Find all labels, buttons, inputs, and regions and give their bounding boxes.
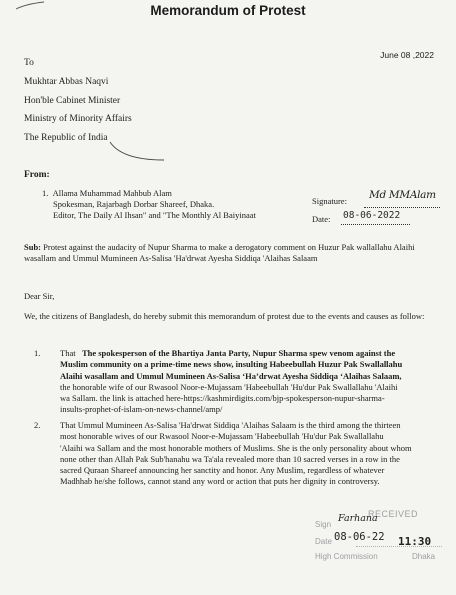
item-line: sacred Quraan Shareef announcing her sanctity and honor. Any Muslim, regardless of whatever [60,465,385,476]
item-number: 2. [34,420,41,430]
recipient-line: Hon'ble Cabinet Minister [24,95,121,106]
pen-stroke-icon [108,138,168,168]
subject-text: Protest against the audacity of Nupur Sharma to make a derogatory comment on Huzur Pak wallallahu Alaihi wasallam and Ummul Mumineen As-Salisa 'Ha'drwat Ayesha Siddiqa 'Alaihas Salaam [24,242,415,263]
sender-block [42,188,256,220]
stamp-date-label: Date [315,537,332,546]
date-line [341,224,410,225]
signature-label: Signature: [312,196,347,206]
recipient-line: To [24,58,34,68]
list-item [60,420,446,488]
item-line: That Ummul Mumineen As-Salisa 'Ha'drwat Siddiqa 'Alaihas Salaam is the third among the thirteen [60,420,401,430]
list-item: That The spokesperson of the Bhartiya Janta Party, Nupur Sharma spew venom against the Muslim community on a prime-time news show, insulting Habeebullah Huzur Pak Swallallahu Alaihi wasallam and Ummul Mumineen As-Salisa ‘Ha’drwat Ayesha Siddiqa ‘Alaihas Salaam, the honorable wife of our Rwasool Noor-e-Mujassam 'Habeebullah 'Hu'dur Pak Swallallahu 'Alaihi wa Sallam. the link is attached here-https://kashmirdigits.com/bjp-spokesperson-nupur-sharma- insults-prophet-of-islam-on-news-channel/amp/ [60,348,446,416]
salutation: Dear Sir, [24,291,55,301]
handwritten-signature: Md MMAlam [369,189,436,201]
signature-line [364,207,440,208]
stamp-sign-label: Sign [315,520,332,529]
sender-line: Spokesman, Rajarbagh Dorbar Shareef, Dhaka. [53,198,215,209]
recipient-line: Mukhtar Abbas Naqvi [24,76,109,87]
sender-date-label: Date: [312,214,331,224]
item-line: 'Alaihi wa Sallam and the most honorable mothers of Muslims. She is the only personality about whom [60,442,412,453]
stamp-line [356,546,442,547]
recipient-line: Ministry of Minority Affairs [24,114,132,125]
item-line: the honorable wife of our Rwasool Noor-e-Mujassam 'Habeebullah 'Hu'dur Pak Swallallahu 'Alaihi [60,381,398,392]
item-line: Madhhab he/she follows, cannot stand any word or action that puts her dignity in controversy. [60,476,380,487]
item-line: none other than Allah Pak Sub'hanahu wa Ta'ala revealed more than 10 sacred verses in a row in the [60,453,400,464]
pen-mark-icon [14,0,48,12]
document-date: June 08 ,2022 [380,50,434,60]
stamp-sign-value: Farhana [338,513,378,524]
stamp-date-value: 08-06-22 [334,531,385,543]
sender-name: Allama Muhammad Mahbub Alam [52,188,172,198]
item-link[interactable]: insults-prophet-of-islam-on-news-channel/amp/ [60,404,223,415]
intro-paragraph: We, the citizens of Bangladesh, do hereby submit this memorandum of protest due to the events and causes as follow: [24,311,425,321]
item-number: 1. [34,348,41,358]
stamp-time-value: 11:30 [398,535,432,548]
stamp-city: Dhaka [412,552,436,561]
recipient-block [24,54,132,148]
item-line: wa Sallam. the link is attached here-https://kashmirdigits.com/bjp-spokesperson-nupur-sharma- [60,393,385,404]
stamp-received: RECEIVED [368,509,419,519]
sender-number: 1. [42,188,49,198]
item-line: most honorable wives of our Rwasool Noor-e-Mujassam 'Habeebullah 'Hu'dur Pak Swallallahu [60,431,384,442]
subject-label: Sub: [24,242,42,252]
sender-date-value: 08-06-2022 [343,210,401,221]
from-label: From: [24,170,50,180]
subject-block [24,242,442,264]
document-title: Memorandum of Protest [150,3,306,18]
stamp-office: High Commission [315,552,378,561]
sender-line: Editor, The Daily Al Ihsan" and "The Monthly Al Baiyinaat [53,209,256,220]
recipient-line: The Republic of India [24,133,108,144]
